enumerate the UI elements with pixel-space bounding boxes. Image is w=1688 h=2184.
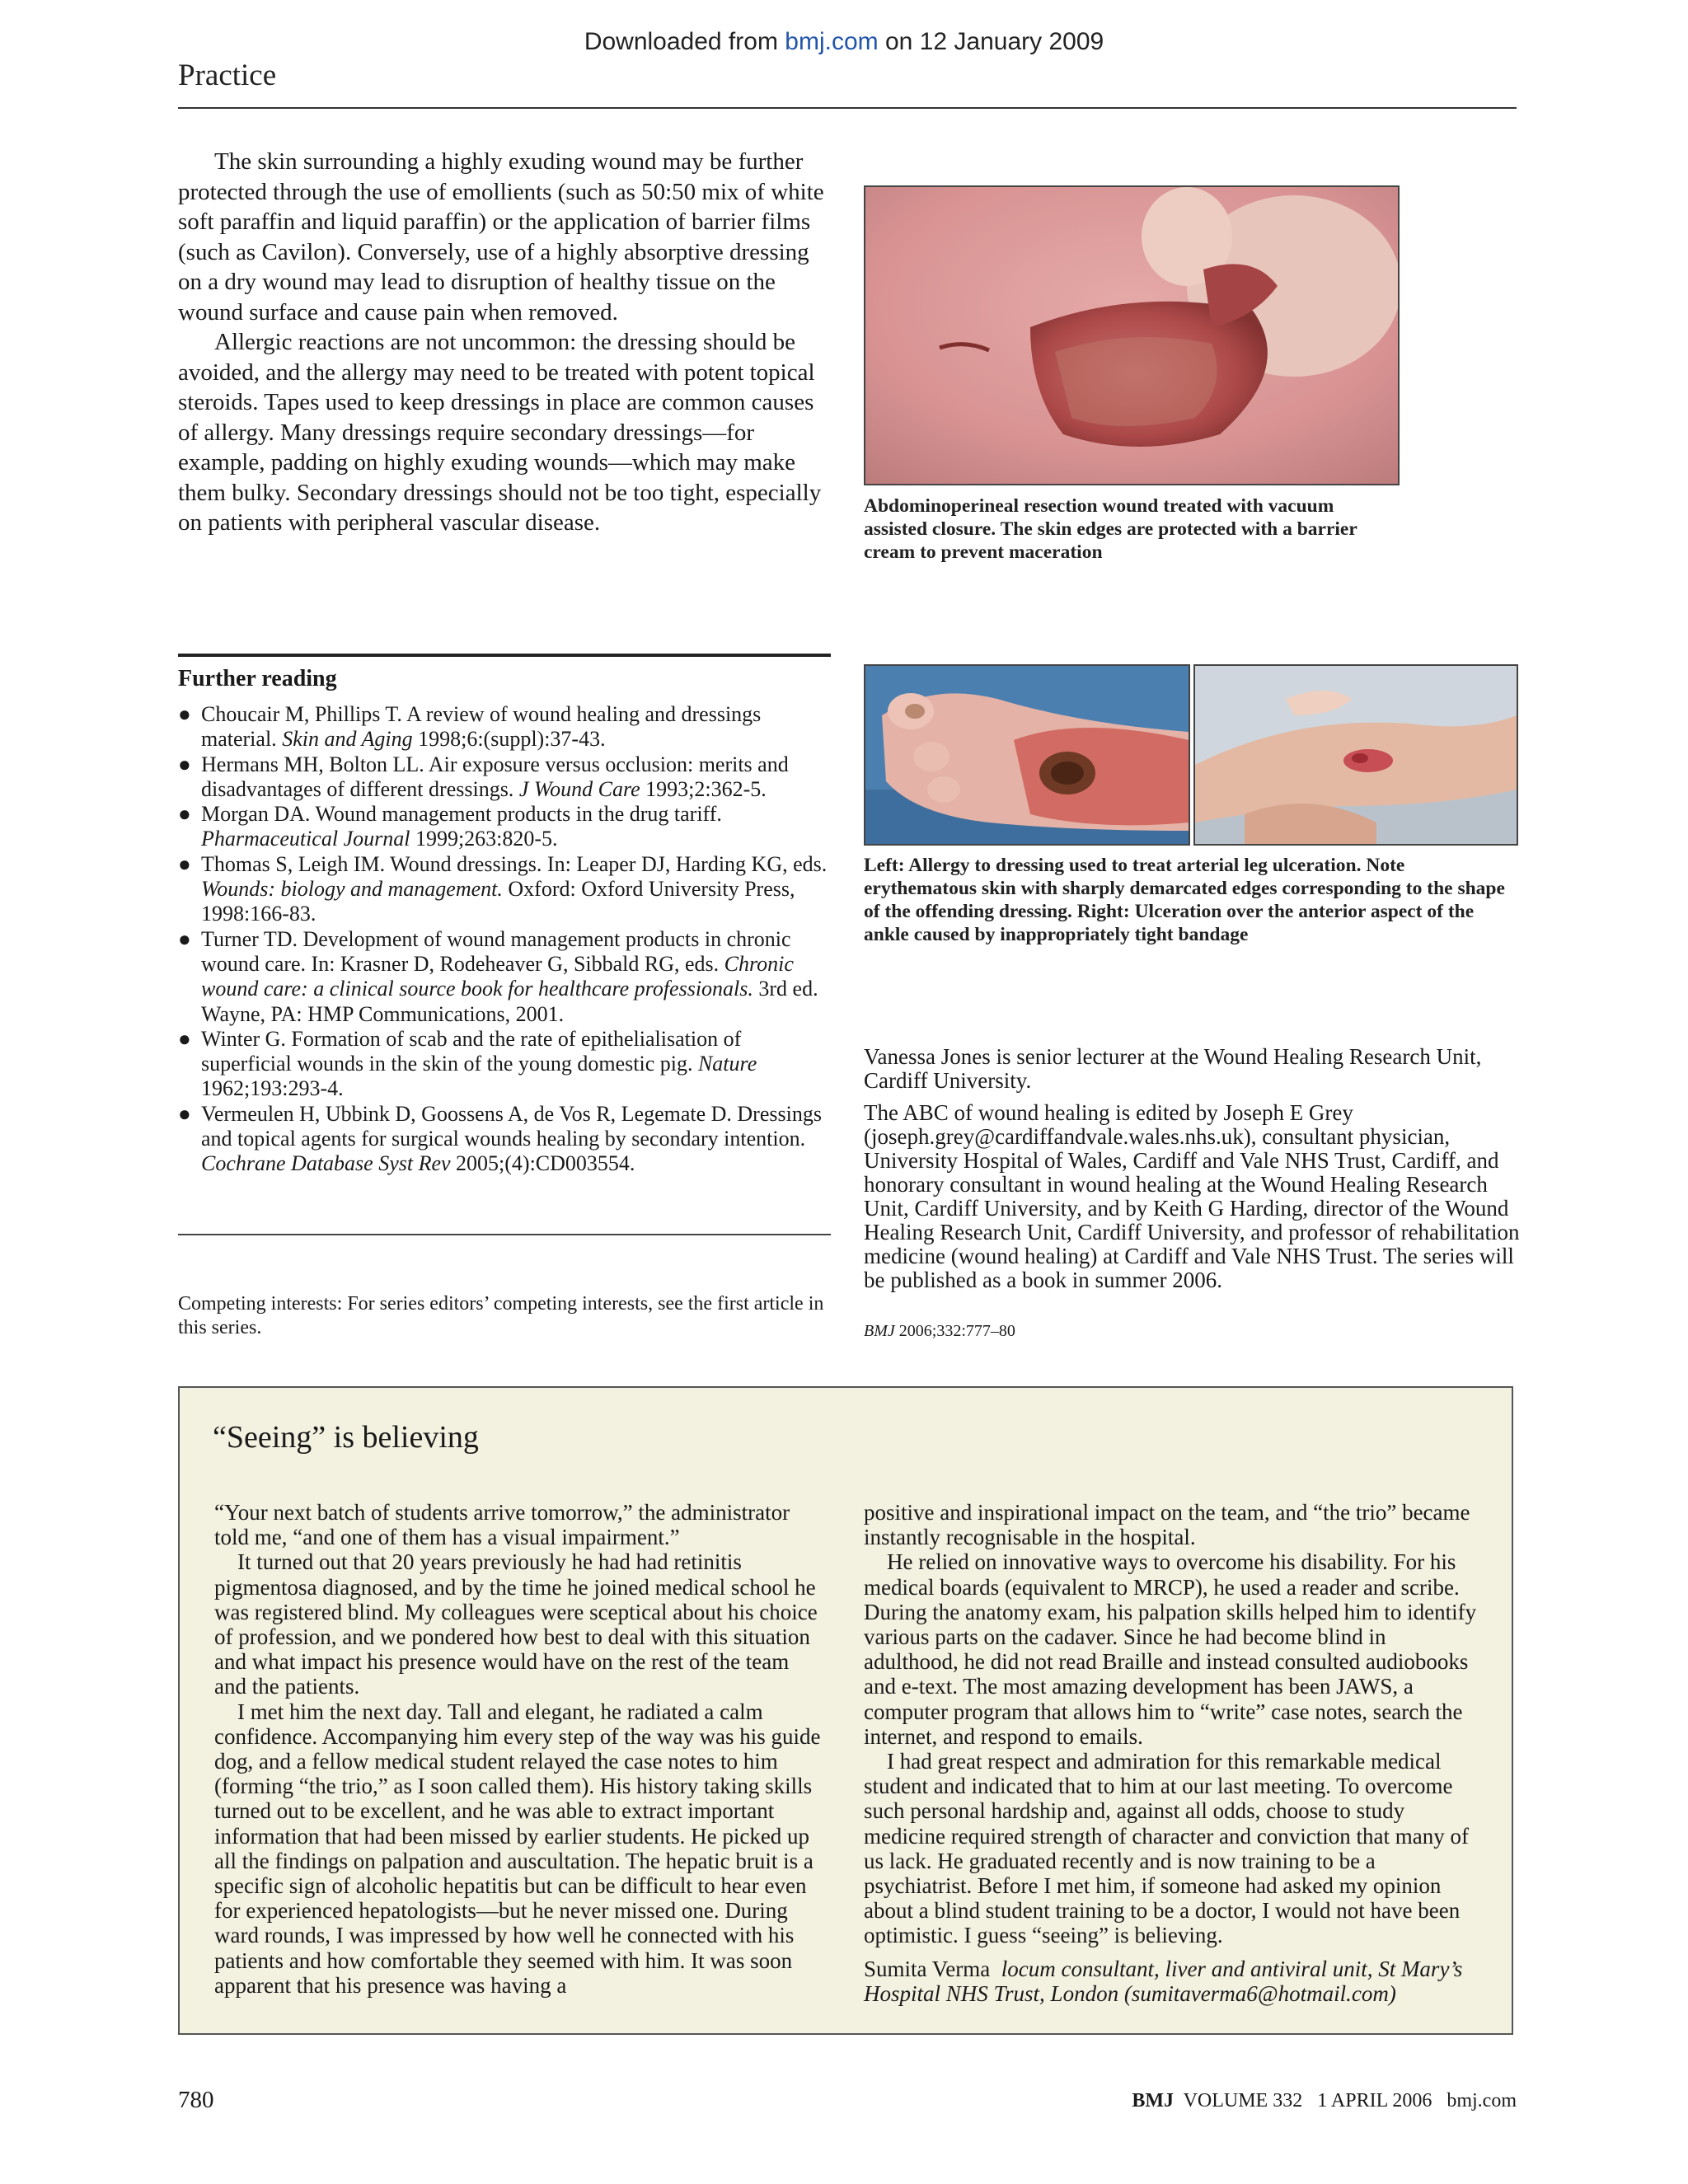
bullet-icon: ● [178, 1026, 191, 1051]
box-right-column [864, 1500, 1480, 2006]
box-paragraph: I had great respect and admiration for this remarkable medical student and indicated that to him at our last meeting. To overcome such personal hardship and, against all odds, choose to study medicine required strength of character and conviction that many of us lack. He graduated recently and is now training to be a psychiatrist. Before I met him, if someone had asked my opinion about a blind student training to be a doctor, I would not have been optimistic. I guess “seeing” is believing. [864, 1749, 1469, 1948]
reference-details: 1993;2:362-5. [640, 776, 767, 801]
reference-details: 3rd ed. Wayne, PA: HMP Communications, 2001. [201, 977, 818, 1026]
footer-site[interactable]: bmj.com [1447, 2090, 1517, 2111]
reference-source: J Wound Care [518, 776, 640, 801]
foot-allergy-photo [864, 664, 1190, 846]
further-reading-bottom-rule [178, 1234, 831, 1235]
download-prefix: Downloaded from [584, 28, 785, 55]
box-left-column [214, 1500, 826, 1998]
intro-paragraph: The skin surrounding a highly exuding wound may be further protected through the use of emollients (such as 50:50 mix of white soft paraffin and liquid paraffin) or the application of barrier films (such as Cavilon). Conversely, use of a highly absorptive dressing on a dry wound may lead to disruption of healthy tissue on the wound surface and cause pain when removed. [178, 148, 824, 326]
reference-details: 1998;6:(suppl):37-43. [412, 727, 606, 752]
competing-interests: Competing interests: For series editors’ competing interests, see the first article in this series. [178, 1293, 824, 1338]
reference-source: Nature [697, 1052, 757, 1076]
series-editors: The ABC of wound healing is edited by Joseph E Grey (joseph.grey@cardiffandvale.wales.nhs.uk), consultant physician, University Hospital of Wales, Cardiff and Vale NHS Trust, Cardiff, and honorary consultant in wound healing at the Wound Healing Research Unit, Cardiff University, and by Keith G Harding, director of the Wound Healing Research Unit, Cardiff University, and professor of rehabilitation medicine (wound healing) at Cardiff and Vale NHS Trust. The series will be published as a book in summer 2006. [864, 1100, 1520, 1292]
reference-text: Choucair M, Phillips T. A review of wound healing and dressings material. [201, 702, 762, 752]
bullet-icon: ● [178, 802, 191, 827]
reference-item [178, 1027, 831, 1102]
reference-source: Wounds: biology and management. [201, 877, 503, 902]
bullet-icon: ● [178, 851, 191, 876]
reference-item [178, 702, 831, 752]
reference-details: 1999;263:820-5. [410, 827, 558, 851]
bullet-icon: ● [178, 702, 191, 726]
signoff-affiliation: locum consultant, liver and antiviral unit, St Mary’s Hospital NHS Trust, London (sumitaverma6@hotmail.com) [864, 1956, 1463, 2006]
footer-volume: VOLUME 332 [1183, 2090, 1303, 2111]
reference-text: Turner TD. Development of wound management products in chronic wound care. In: Krasner D, Rodeheaver G, Sibbald RG, eds. [201, 926, 791, 976]
reference-source: Chronic wound care: a clinical source book for healthcare professionals. [201, 951, 794, 1001]
author-note [864, 1045, 1523, 1301]
reference-item [178, 852, 831, 927]
further-reading-title: Further reading [178, 666, 337, 691]
reference-item [178, 802, 831, 852]
citation-journal: BMJ [864, 1322, 895, 1340]
box-signoff [864, 1957, 1480, 2006]
intro-paragraph: Allergic reactions are not uncommon: the dressing should be avoided, and the allergy may need to be treated with potent topical steroids. Tapes used to keep dressings in place are common causes of allergy. Many dressings require secondary dressings—for example, padding on highly exuding wounds—which may make them bulky. Secondary dressings should not be too tight, especially on patients with peripheral vascular disease. [178, 329, 822, 536]
box-paragraph: positive and inspirational impact on the team, and “the trio” became instantly recognisable in the hospital. [864, 1500, 1470, 1550]
wound-photo-vac [864, 185, 1400, 485]
figure2-caption: Left: Allergy to dressing used to treat arterial leg ulceration. Note erythematous skin with sharply demarcated edges corresponding to the shape of the offending dressing. Right: Ulceration over the anterior aspect of the ankle caused by inappropriately tight bandage [864, 855, 1505, 945]
box-paragraph: It turned out that 20 years previously he had had retinitis pigmentosa diagnosed, and by the time he joined medical school he was registered blind. My colleagues were sceptical about his choice of profession, and we pondered how best to deal with this situation and what impact his presence would have on the rest of the team and the patients. [214, 1549, 818, 1699]
reference-source: Pharmaceutical Journal [201, 827, 410, 851]
box-paragraph: He relied on innovative ways to overcome his disability. For his medical boards (equivalent to MRCP), he used a reader and scribe. During the anatomy exam, his palpation skills helped him to identify various parts on the cadaver. Since he had become blind in adulthood, he did not read Braille and instead consulted audiobooks and e-text. The most amazing development has been JAWS, a computer program that allows him to “write” case notes, search the internet, and respond to emails. [864, 1549, 1477, 1749]
reference-text: Vermeulen H, Ubbink D, Goossens A, de Vos R, Legemate D. Dressings and topical agents for surgical wounds healing by secondary intention. [201, 1101, 822, 1151]
reference-details: 1962;193:293-4. [201, 1076, 344, 1101]
signoff-name: Sumita Verma [864, 1956, 991, 1981]
reference-item [178, 1102, 831, 1177]
figure1-caption: Abdominoperineal resection wound treated with vacuum assisted closure. The skin edges are protected with a barrier cream to prevent maceration [864, 495, 1357, 563]
reference-text: Hermans MH, Bolton LL. Air exposure versus occlusion: merits and disadvantages of different dressings. [201, 752, 789, 801]
author-bio: Vanessa Jones is senior lecturer at the Wound Healing Research Unit, Cardiff University. [864, 1044, 1482, 1093]
intro-text [178, 147, 831, 538]
reference-source: Cochrane Database Syst Rev [201, 1151, 451, 1176]
bmj-link[interactable]: bmj.com [785, 28, 879, 55]
bullet-icon: ● [178, 752, 191, 776]
reference-text: Winter G. Formation of scab and the rate of epithelialisation of superficial wounds in the skin of the young domestic pig. [201, 1026, 742, 1076]
box-title: “Seeing” is believing [213, 1420, 479, 1455]
footer-info [1071, 2090, 1517, 2112]
reference-item [178, 752, 831, 803]
reference-source: Skin and Aging [282, 727, 413, 752]
footer-date: 1 APRIL 2006 [1317, 2090, 1432, 2111]
reference-details: Oxford: Oxford University Press, 1998:166-83. [201, 877, 795, 926]
box-paragraph: “Your next batch of students arrive tomorrow,” the administrator told me, “and one of them has a visual impairment.” [214, 1500, 790, 1550]
bullet-icon: ● [178, 1101, 191, 1126]
section-heading: Practice [178, 59, 277, 92]
reference-details: 2005;(4):CD003554. [450, 1151, 635, 1176]
bullet-icon: ● [178, 926, 191, 951]
header-rule [178, 107, 1517, 109]
footer-journal: BMJ [1132, 2090, 1174, 2111]
citation [864, 1322, 1015, 1341]
ankle-ulcer-photo [1193, 664, 1518, 846]
further-reading-rule [178, 654, 831, 657]
further-reading-list [178, 702, 831, 1177]
page-number: 780 [178, 2087, 214, 2113]
reference-item [178, 927, 831, 1027]
reference-text: Thomas S, Leigh IM. Wound dressings. In: Leaper DJ, Harding KG, eds. [201, 851, 828, 876]
download-suffix: on 12 January 2009 [878, 28, 1104, 55]
reference-text: Morgan DA. Wound management products in the drug tariff. [201, 802, 722, 827]
citation-ref: 2006;332:777–80 [894, 1322, 1015, 1340]
download-notice [0, 28, 1688, 56]
box-paragraph: I met him the next day. Tall and elegant, he radiated a calm confidence. Accompanying him every step of the way was his guide dog, and a fellow medical student relayed the case notes to him (forming “the trio,” as I soon called them). His history taking skills turned out to be excellent, and he was able to extract important information that had been missed by earlier students. He picked up all the findings on palpation and auscultation. The hepatic bruit is a specific sign of alcoholic hepatitis but can be difficult to hear even for experienced hepatologists—but he never missed one. During ward rounds, I was impressed by how well he connected with his patients and how comfortable they seemed with him. It was soon apparent that his presence was having a [214, 1699, 821, 1998]
